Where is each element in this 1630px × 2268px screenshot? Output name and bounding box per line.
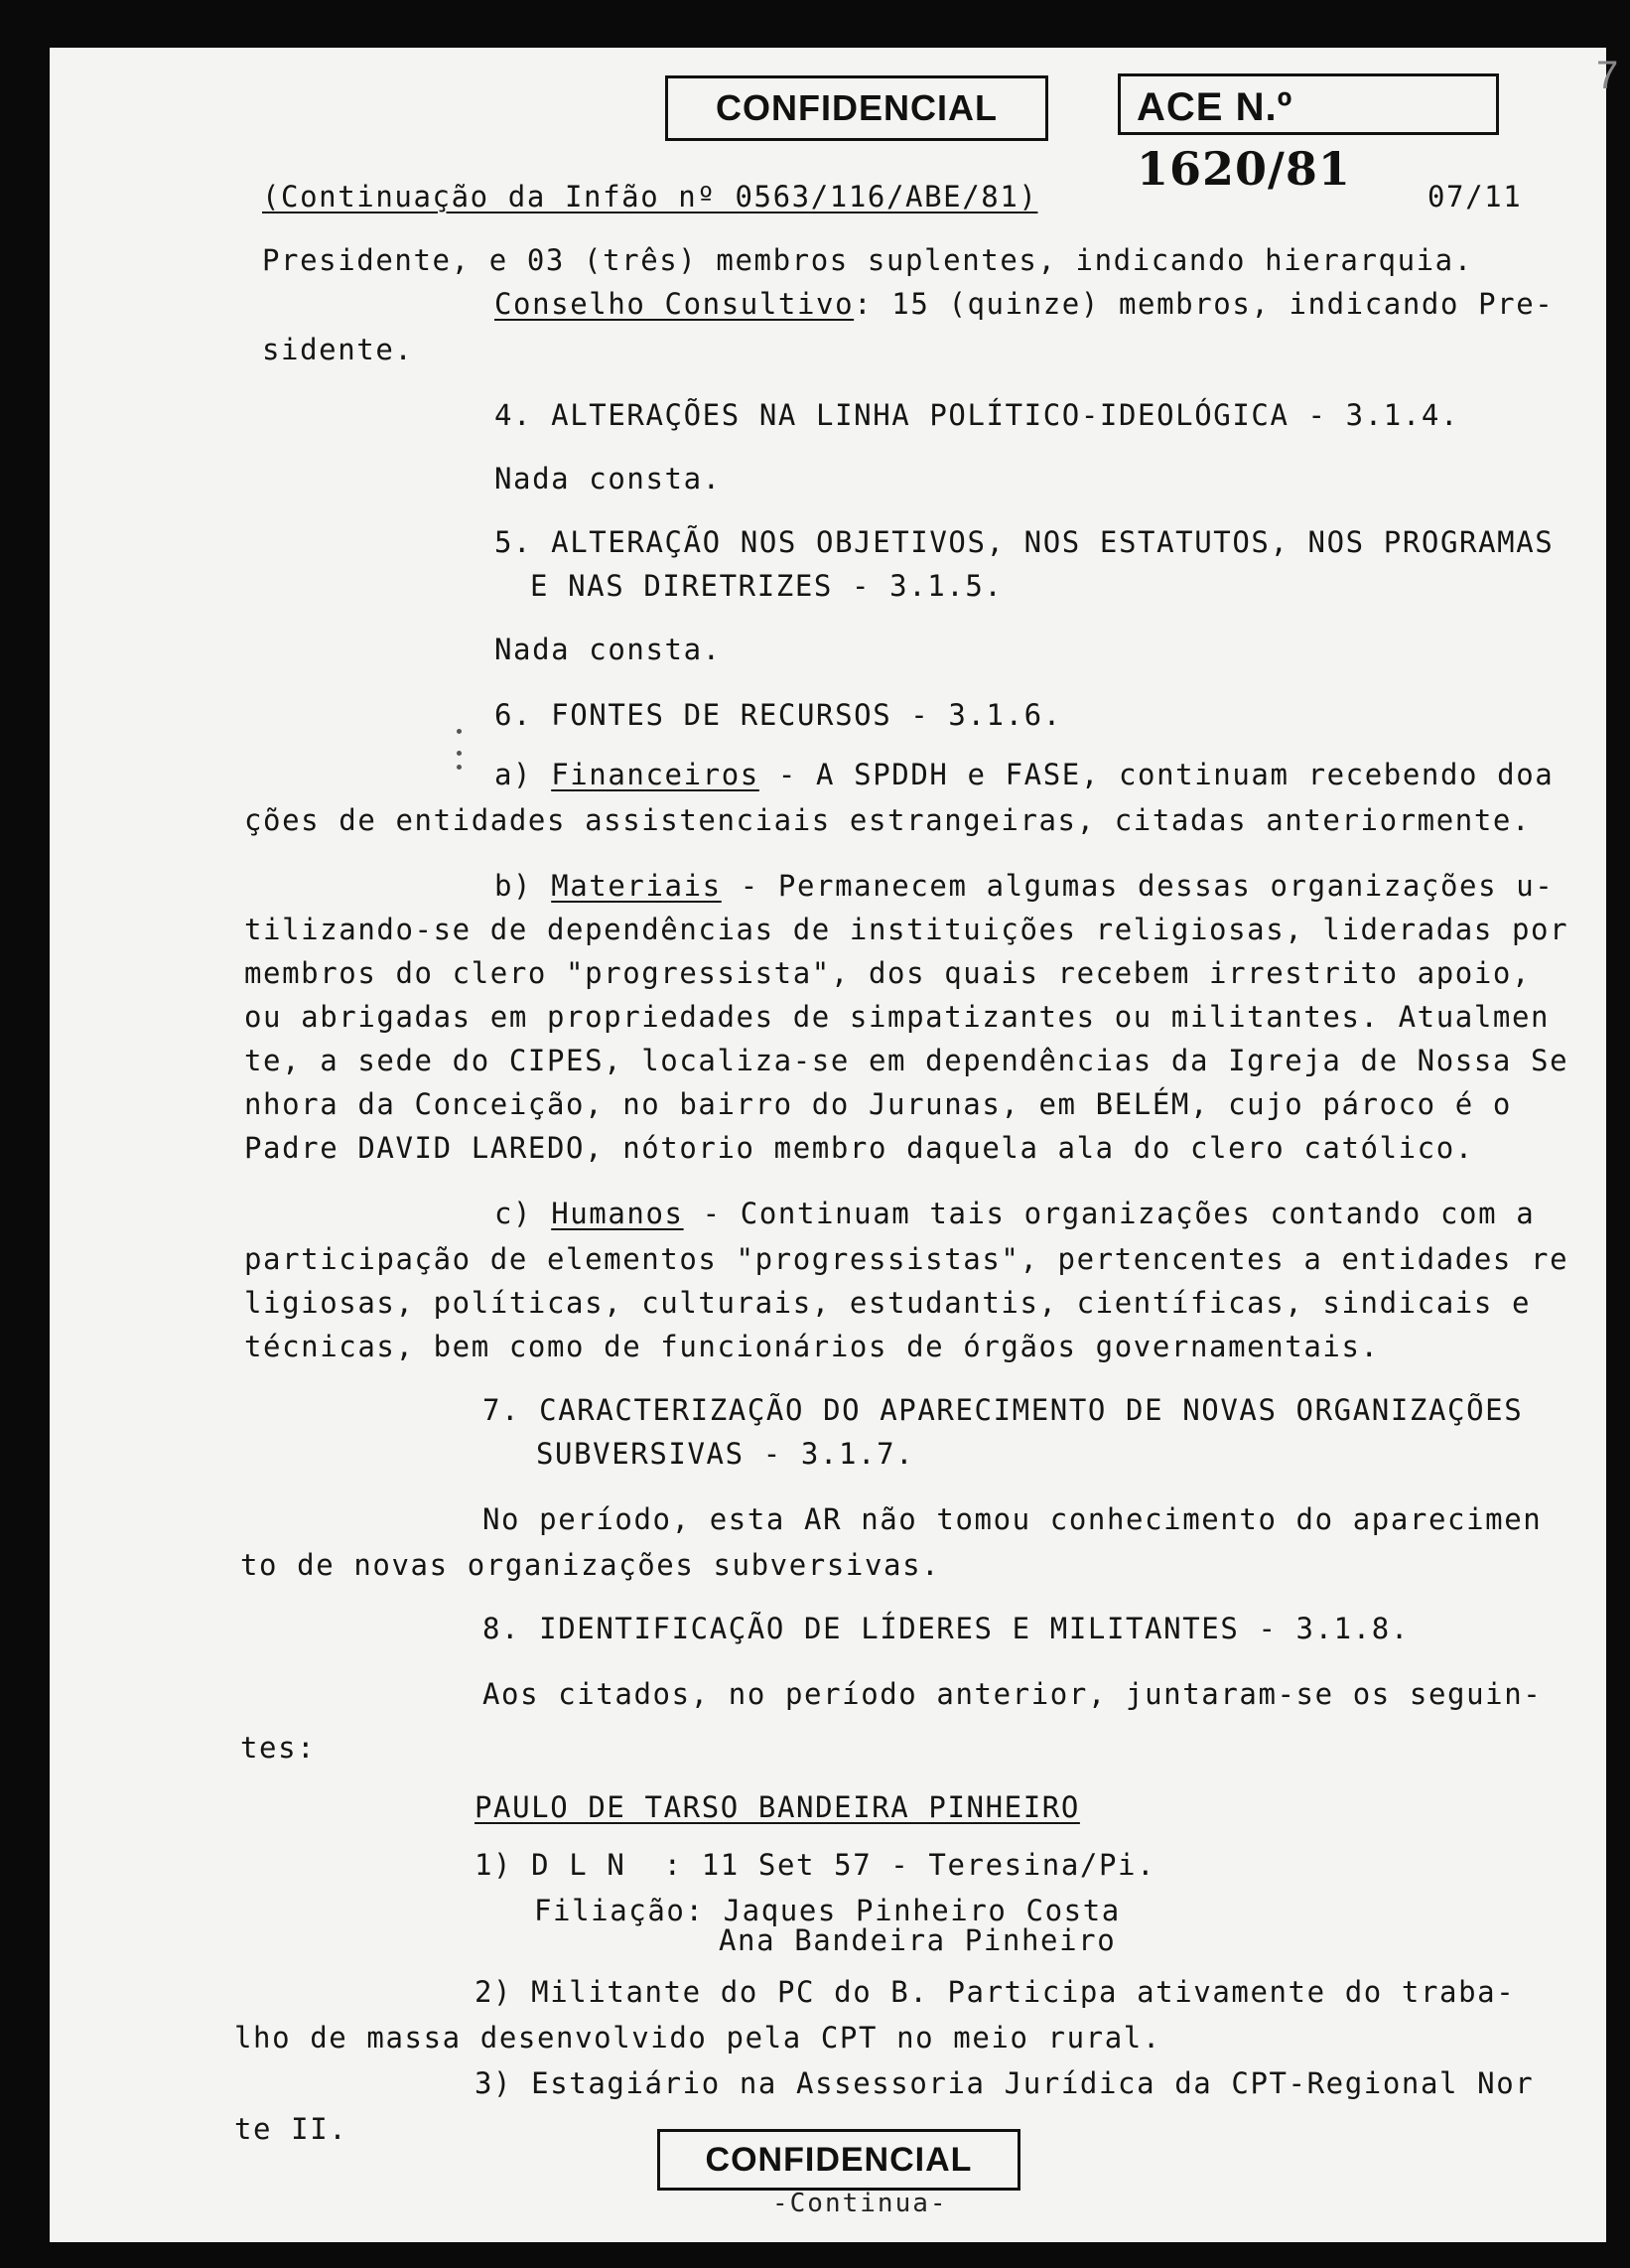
ace-number: 1620/81 — [1137, 142, 1351, 196]
text-line: 3) Estagiário na Assessoria Jurídica da CPT-Regional Nor — [475, 2066, 1535, 2100]
item-label: a) — [494, 758, 552, 791]
continues-note: -Continua- — [772, 2189, 948, 2218]
confidential-stamp-top: CONFIDENCIAL — [665, 75, 1048, 141]
text-line: Filiação: Jaques Pinheiro Costa — [534, 1894, 1121, 1927]
person-name: PAULO DE TARSO BANDEIRA PINHEIRO — [475, 1790, 1080, 1824]
item-label: b) — [494, 869, 552, 903]
section-heading-5: 5. ALTERAÇÃO NOS OBJETIVOS, NOS ESTATUTOS, NOS PROGRAMAS — [494, 525, 1555, 559]
text-line: No período, esta AR não tomou conhecimento do aparecimen — [482, 1502, 1543, 1536]
text-line: Presidente, e 03 (três) membros suplentes, indicando hierarquia. — [262, 243, 1473, 277]
section-heading-8: 8. IDENTIFICAÇÃO DE LÍDERES E MILITANTES - 3.1.8. — [482, 1612, 1410, 1645]
text-line: participação de elementos "progressistas", pertencentes a entidades re — [244, 1242, 1569, 1276]
margin-dot — [457, 765, 462, 770]
text-line — [494, 755, 1554, 794]
text-line: te, a sede do CIPES, localiza-se em dependências da Igreja de Nossa Se — [244, 1044, 1569, 1077]
item-title: Materiais — [551, 869, 722, 903]
text-line: Padre DAVID LAREDO, nótorio membro daquela ala do clero católico. — [244, 1131, 1474, 1165]
text-line: nhora da Conceição, no bairro do Jurunas, em BELÉM, cujo pároco é o — [244, 1087, 1512, 1121]
text-span: : 15 (quinze) membros, indicando Pre- — [854, 287, 1555, 321]
text-line: 2) Militante do PC do B. Participa ativamente do traba- — [475, 1975, 1516, 2009]
item-label: c) — [494, 1197, 552, 1230]
text-line: membros do clero "progressista", dos quais recebem irrestrito apoio, — [244, 956, 1532, 990]
text-line: Ana Bandeira Pinheiro — [719, 1923, 1117, 1957]
section-heading-4: 4. ALTERAÇÕES NA LINHA POLÍTICO-IDEOLÓGICA - 3.1.4. — [494, 398, 1460, 432]
margin-mark: 7 — [1596, 54, 1619, 97]
text-span: - A SPDDH e FASE, continuam recebendo doa — [758, 758, 1555, 791]
document-page — [50, 48, 1619, 2242]
section-heading-7: 7. CARACTERIZAÇÃO DO APARECIMENTO DE NOVAS ORGANIZAÇÕES — [482, 1393, 1524, 1427]
margin-dot — [457, 751, 462, 756]
confidential-stamp-bottom: CONFIDENCIAL — [657, 2129, 1020, 2191]
text-line: ou abrigadas em propriedades de simpatizantes ou militantes. Atualmen — [244, 1000, 1551, 1034]
text-span: - Continuam tais organizações contando com a — [683, 1197, 1536, 1230]
ace-prefix: ACE N.º — [1137, 85, 1293, 129]
document-reference: (Continuação da Infão nº 0563/116/ABE/81) — [262, 180, 1038, 213]
text-line: te II. — [234, 2112, 348, 2146]
text-line: to de novas organizações subversivas. — [240, 1548, 941, 1582]
text-line — [494, 866, 1554, 906]
page-number: 07/11 — [1427, 180, 1523, 213]
text-line: sidente. — [262, 333, 414, 366]
section-heading-6: 6. FONTES DE RECURSOS - 3.1.6. — [494, 698, 1062, 732]
text-line: tilizando-se de dependências de instituições religiosas, lideradas por — [244, 913, 1569, 946]
text-line: ligiosas, políticas, culturais, estudantis, científicas, sindicais e — [244, 1286, 1532, 1320]
conselho-consultivo-label: Conselho Consultivo — [494, 287, 855, 321]
text-line: Nada consta. — [494, 462, 722, 496]
item-title: Financeiros — [551, 758, 759, 791]
text-line: Nada consta. — [494, 633, 722, 666]
text-line — [494, 1194, 1535, 1233]
item-title: Humanos — [551, 1197, 684, 1230]
section-heading-5-cont: E NAS DIRETRIZES - 3.1.5. — [530, 569, 1004, 603]
section-heading-7-cont: SUBVERSIVAS - 3.1.7. — [536, 1437, 915, 1471]
text-line: tes: — [240, 1731, 317, 1765]
text-line: ções de entidades assistenciais estrangeiras, citadas anteriormente. — [244, 803, 1532, 837]
margin-dot — [457, 729, 462, 734]
text-line: 1) D L N : 11 Set 57 - Teresina/Pi. — [475, 1848, 1156, 1882]
text-line: Aos citados, no período anterior, juntaram-se os seguin- — [482, 1677, 1543, 1711]
text-line — [494, 284, 1554, 324]
ace-number-stamp — [1118, 73, 1499, 196]
text-line: lho de massa desenvolvido pela CPT no meio rural. — [234, 2021, 1161, 2055]
text-line: técnicas, bem como de funcionários de órgãos governamentais. — [244, 1330, 1380, 1363]
text-span: - Permanecem algumas dessas organizações u- — [721, 869, 1555, 903]
